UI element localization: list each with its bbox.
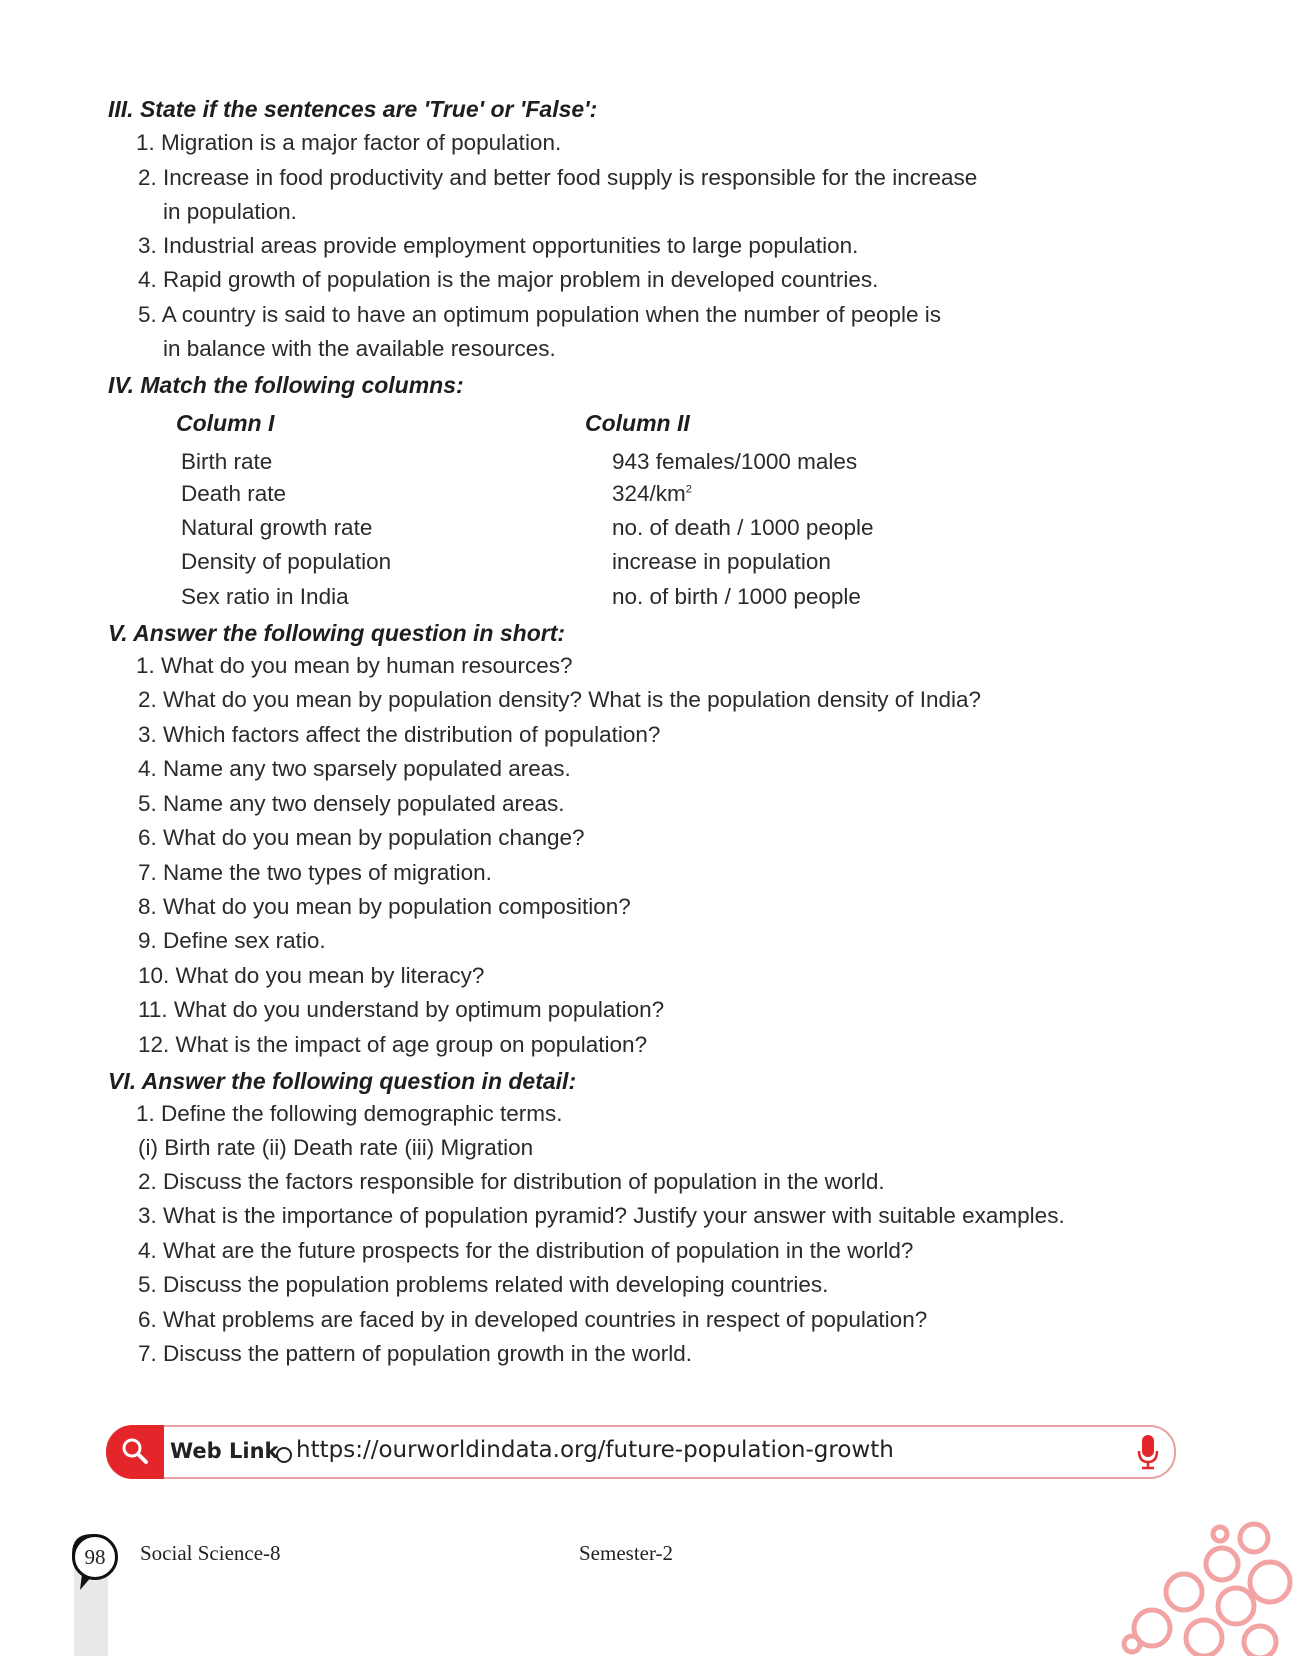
web-link-url[interactable]: https://ourworldindata.org/future-population-growth [296, 1437, 894, 1463]
list-item: 6. What problems are faced by in developed countries in respect of population? [138, 1307, 928, 1332]
column-2-item: no. of birth / 1000 people [612, 584, 861, 609]
superscript: 2 [685, 483, 692, 496]
list-item: 5. A country is said to have an optimum population when the number of people is [138, 302, 942, 327]
web-link-label: Web Link [170, 1439, 279, 1463]
page-number: 98 [72, 1534, 118, 1580]
decorative-circles [1120, 1520, 1296, 1656]
list-item: 1. Migration is a major factor of population. [136, 130, 562, 155]
semester-label: Semester-2 [579, 1541, 674, 1565]
microphone-icon[interactable] [1136, 1433, 1160, 1476]
book-title: Social Science-8 [140, 1541, 281, 1565]
list-item: (i) Birth rate (ii) Death rate (iii) Migration [138, 1135, 534, 1160]
list-item: in balance with the available resources. [163, 336, 556, 361]
column-1-item: Death rate [181, 481, 287, 506]
list-item: 7. Discuss the pattern of population growth in the world. [138, 1341, 693, 1366]
bullet-icon [276, 1447, 292, 1463]
list-item: 5. Discuss the population problems related with developing countries. [138, 1272, 829, 1297]
list-item: 2. Discuss the factors responsible for distribution of population in the world. [138, 1169, 885, 1194]
column-2-item: 943 females/1000 males [612, 449, 858, 474]
list-item: 10. What do you mean by literacy? [138, 963, 485, 988]
section-3-heading: III. State if the sentences are 'True' or 'False': [108, 96, 598, 122]
list-item: 1. What do you mean by human resources? [136, 653, 573, 678]
search-icon[interactable] [106, 1425, 164, 1479]
list-item: 4. Name any two sparsely populated areas. [138, 756, 571, 781]
list-item: 4. Rapid growth of population is the major problem in developed countries. [138, 267, 879, 292]
list-item: 3. Which factors affect the distribution of population? [138, 722, 661, 747]
section-6-heading: VI. Answer the following question in detail: [108, 1068, 577, 1094]
list-item: 5. Name any two densely populated areas. [138, 791, 565, 816]
web-link-bar[interactable] [106, 1425, 1176, 1479]
list-item: 9. Define sex ratio. [138, 928, 326, 953]
section-4-heading: IV. Match the following columns: [108, 372, 464, 398]
list-item: in population. [163, 199, 297, 224]
column-1-item: Sex ratio in India [181, 584, 349, 609]
column-2-item: no. of death / 1000 people [612, 515, 874, 540]
list-item: 3. Industrial areas provide employment opportunities to large population. [138, 233, 859, 258]
section-5-heading: V. Answer the following question in short: [108, 620, 566, 646]
column-2-item [612, 481, 692, 507]
list-item: 11. What do you understand by optimum population? [138, 997, 665, 1022]
column-1-item: Density of population [181, 549, 392, 574]
list-item: 3. What is the importance of population pyramid? Justify your answer with suitable examples. [138, 1203, 1065, 1228]
column-1-item: Natural growth rate [181, 515, 373, 540]
list-item: 7. Name the two types of migration. [138, 860, 492, 885]
list-item: 6. What do you mean by population change? [138, 825, 585, 850]
column-1-header: Column I [176, 410, 275, 436]
list-item: 2. What do you mean by population density? What is the population density of India? [138, 687, 982, 712]
list-item: 4. What are the future prospects for the distribution of population in the world? [138, 1238, 914, 1263]
list-item: 12. What is the impact of age group on population? [138, 1032, 648, 1057]
density-value: 324/km [612, 481, 686, 506]
column-2-header: Column II [585, 410, 690, 436]
column-2-item: increase in population [612, 549, 831, 574]
list-item: 1. Define the following demographic terms. [136, 1101, 563, 1126]
list-item: 8. What do you mean by population composition? [138, 894, 631, 919]
list-item: 2. Increase in food productivity and better food supply is responsible for the increase [138, 165, 978, 190]
column-1-item: Birth rate [181, 449, 273, 474]
